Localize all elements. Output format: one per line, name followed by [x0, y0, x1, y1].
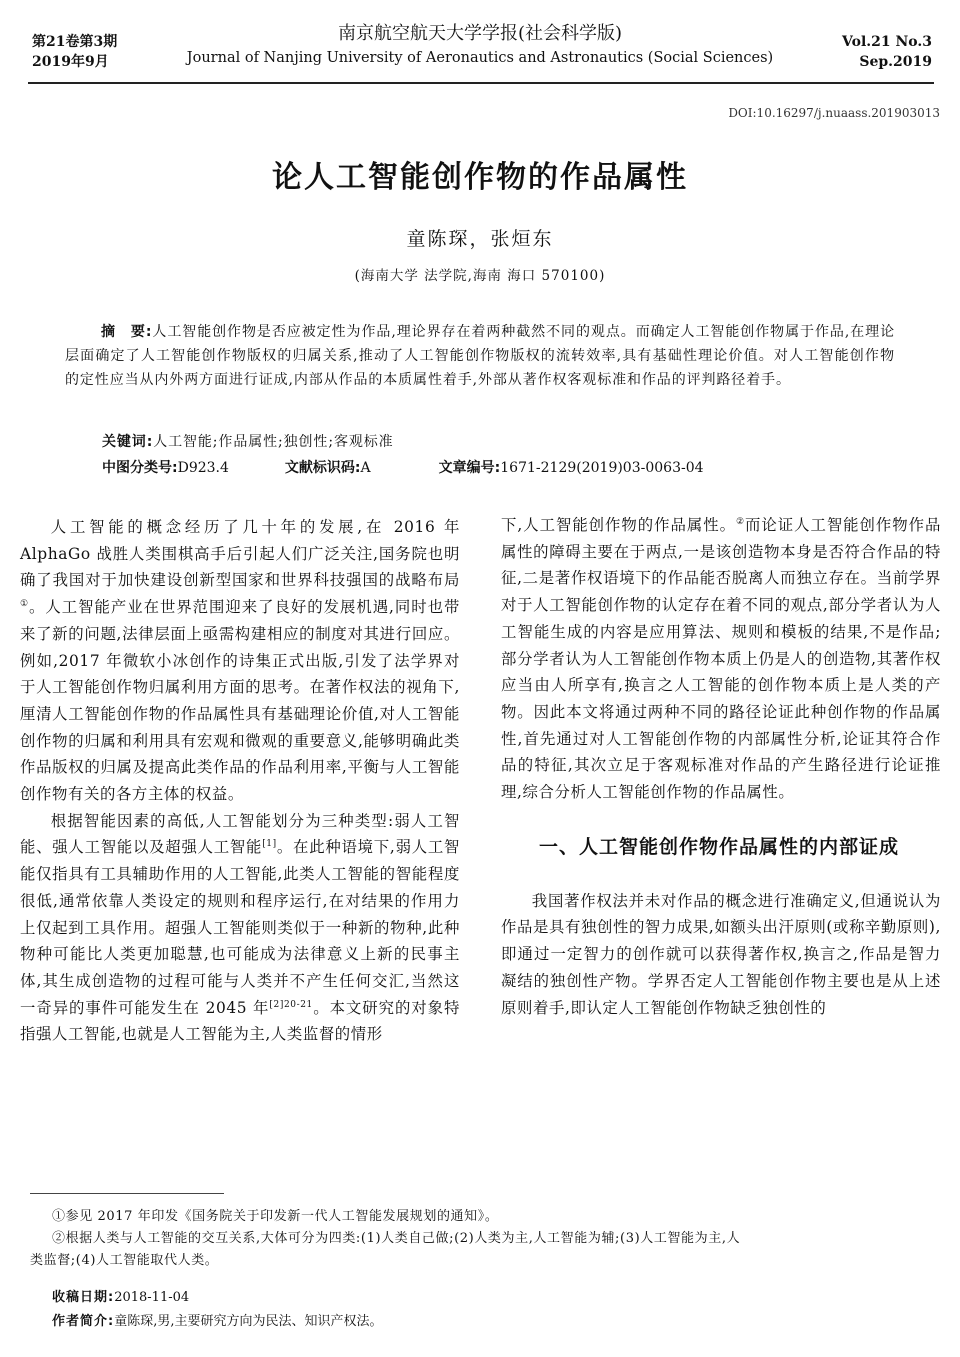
left-column: [20, 514, 460, 1048]
doc-code-value: A: [360, 460, 371, 476]
footnote-ref-2[interactable]: ②: [735, 516, 745, 527]
abstract-text: 人工智能创作物是否应被定性为作品,理论界存在着两种截然不同的观点。而确定人工智能创作物属于作品,在理论层面确定了人工智能创作物版权的归属关系,推动了人工智能创作物版权的流转效率,具有基础性理论价值。对人工智能创作物的定性应当从内外两方面进行证成,内部从作品的本质属性着手,外部从著作权客观标准和作品的评判路径着手。: [65, 324, 895, 388]
footnote-2: ②根据人类与人工智能的交互关系,大体可分为四类:(1)人类自己做;(2)人类为主,人工智能为辅;(3)人工智能为主,人: [52, 1231, 741, 1246]
doi: DOI:10.16297/j.nuaass.201903013: [728, 106, 940, 120]
header-rule: [28, 82, 934, 84]
text-run: 。人工智能产业在世界范围迎来了良好的发展机遇,同时也带来了新的问题,法律层面上亟需构建相应的制度对其进行回应。例如,2017 年微软小冰创作的诗集正式出版,引发了法学界对于人工智能创作物归属利用方面的思考。在著作权法的视角下,厘清人工智能创作物的作品属性具有基础理论价值,对人工智能创作物的归属和利用具有宏观和微观的重要意义,能够明确此类作品版权的归属及提高此类作品的作品利用率,平衡与人工智能创作物有关的各方主体的权益。: [20, 598, 461, 804]
clc-value: D923.4: [177, 460, 229, 476]
journal-name: [0, 22, 960, 68]
text-run: 。在此种语境下,弱人工智能仅指具有工具辅助作用的人工智能,此类人工智能的智能程度很低,通常依靠人类设定的规则和程序运行,在对结果的作用力上仅起到工具作用。超强人工智能则类似于一种新的物种,此种物种可能比人类更加聪慧,也可能成为法律意义上新的民事主体,其生成创造物的过程可能与人类并不产生任何交汇,当然这一奇异的事件可能发生在 2045 年: [20, 838, 460, 1017]
footnote-ref-1[interactable]: ①: [20, 598, 30, 609]
footnote-2-cont: 类监督;(4)人工智能取代人类。: [30, 1253, 219, 1268]
issue-date: 2019年9月: [32, 54, 109, 70]
text-run: 。本文研究的对象特指强人工智能,也就是人工智能为主,人类监督的情形: [20, 998, 460, 1044]
article-number-value: 1671-2129(2019)03-0063-04: [500, 460, 704, 476]
authors: 童陈琛，张烜东: [406, 228, 554, 250]
classification: [102, 456, 922, 480]
volume-en: Vol.21 No.3: [842, 34, 932, 50]
footnote-1: ①参见 2017 年印发《国务院关于印发新一代人工智能发展规划的通知》。: [52, 1209, 499, 1224]
text-run: 下,人工智能创作物的作品属性。: [501, 516, 736, 534]
received-date: [52, 1286, 382, 1310]
abstract-label: 摘 要:: [101, 324, 153, 340]
citation-ref-1[interactable]: [1]: [262, 839, 277, 850]
abstract: [65, 320, 895, 392]
left-paragraph-2: [20, 808, 460, 1048]
author-bio: [52, 1310, 382, 1334]
section-heading-1: 一、人工智能创作物作品属性的内部证成: [539, 835, 900, 858]
right-paragraph-2: 我国著作权法并未对作品的概念进行准确定义,但通说认为作品是具有独创性的智力成果,如额头出汗原则(或称辛勤原则),即通过一定智力的创作就可以获得著作权,换言之,作品是智力凝结的独创性产物。学界否定人工智能创作物主要也是从上述原则着手,即认定人工智能创作物缺乏独创性的: [501, 891, 941, 1017]
date-en: Sep.2019: [859, 54, 932, 70]
bio-value: 童陈琛,男,主要研究方向为民法、知识产权法。: [114, 1314, 383, 1329]
keywords-text: 人工智能;作品属性;独创性;客观标准: [153, 434, 394, 450]
affiliation: (海南大学 法学院,海南 海口 570100): [354, 268, 606, 284]
bio-label: 作者简介:: [52, 1314, 115, 1329]
article-meta: [52, 1286, 382, 1334]
journal-name-en: Journal of Nanjing University of Aeronautics and Astronautics (Social Sciences): [186, 50, 774, 66]
text-run: 人工智能的概念经历了几十年的发展,在 2016 年 AlphaGo 战胜人类围棋高手后引起人们广泛关注,国务院也明确了我国对于加快建设创新型国家和世界科技强国的战略布局: [20, 518, 460, 590]
text-run: 根据智能因素的高低,人工智能划分为三种类型:弱人工智能、强人工智能以及超强人工智能: [20, 811, 460, 857]
paper-title: 论人工智能创作物的作品属性: [272, 160, 688, 195]
citation-ref-2[interactable]: [2]20-21: [269, 999, 313, 1010]
keywords: [102, 430, 902, 454]
doc-code-label: 文献标识码:: [284, 460, 361, 476]
footnote-rule: [30, 1193, 224, 1194]
issue-volume: 第21卷第3期: [32, 34, 118, 50]
right-paragraph-1: [501, 512, 941, 806]
received-label: 收稿日期:: [52, 1290, 115, 1305]
received-value: 2018-11-04: [114, 1290, 190, 1305]
article-number-label: 文章编号:: [438, 460, 501, 476]
right-column: [501, 512, 941, 1021]
clc-label: 中图分类号:: [102, 460, 178, 476]
keywords-label: 关键词:: [102, 434, 154, 450]
footnotes: [30, 1206, 935, 1272]
issue-info-en: [842, 32, 932, 72]
left-paragraph-1: [20, 514, 460, 808]
journal-name-cn: 南京航空航天大学学报(社会科学版): [337, 23, 623, 44]
text-run: 而论证人工智能创作物作品属性的障碍主要在于两点,一是该创造物本身是否符合作品的特征,二是著作权语境下的作品能否脱离人而独立存在。当前学界对于人工智能创作物的认定存在着不同的观点,部分学者认为人工智能生成的内容是应用算法、规则和模板的结果,不是作品;部分学者认为人工智能创作物本质上仍是人的创造物,其著作权应当由人所享有,换言之人工智能的创作物本质上是人类的产物。因此本文将通过两种不同的路径论证此种创作物的作品属性,首先通过对人工智能创作物的内部属性分析,论证其符合作品的特征,其次立足于客观标准对作品的产生路径进行论证推理,综合分析人工智能创作物的作品属性。: [501, 516, 941, 802]
